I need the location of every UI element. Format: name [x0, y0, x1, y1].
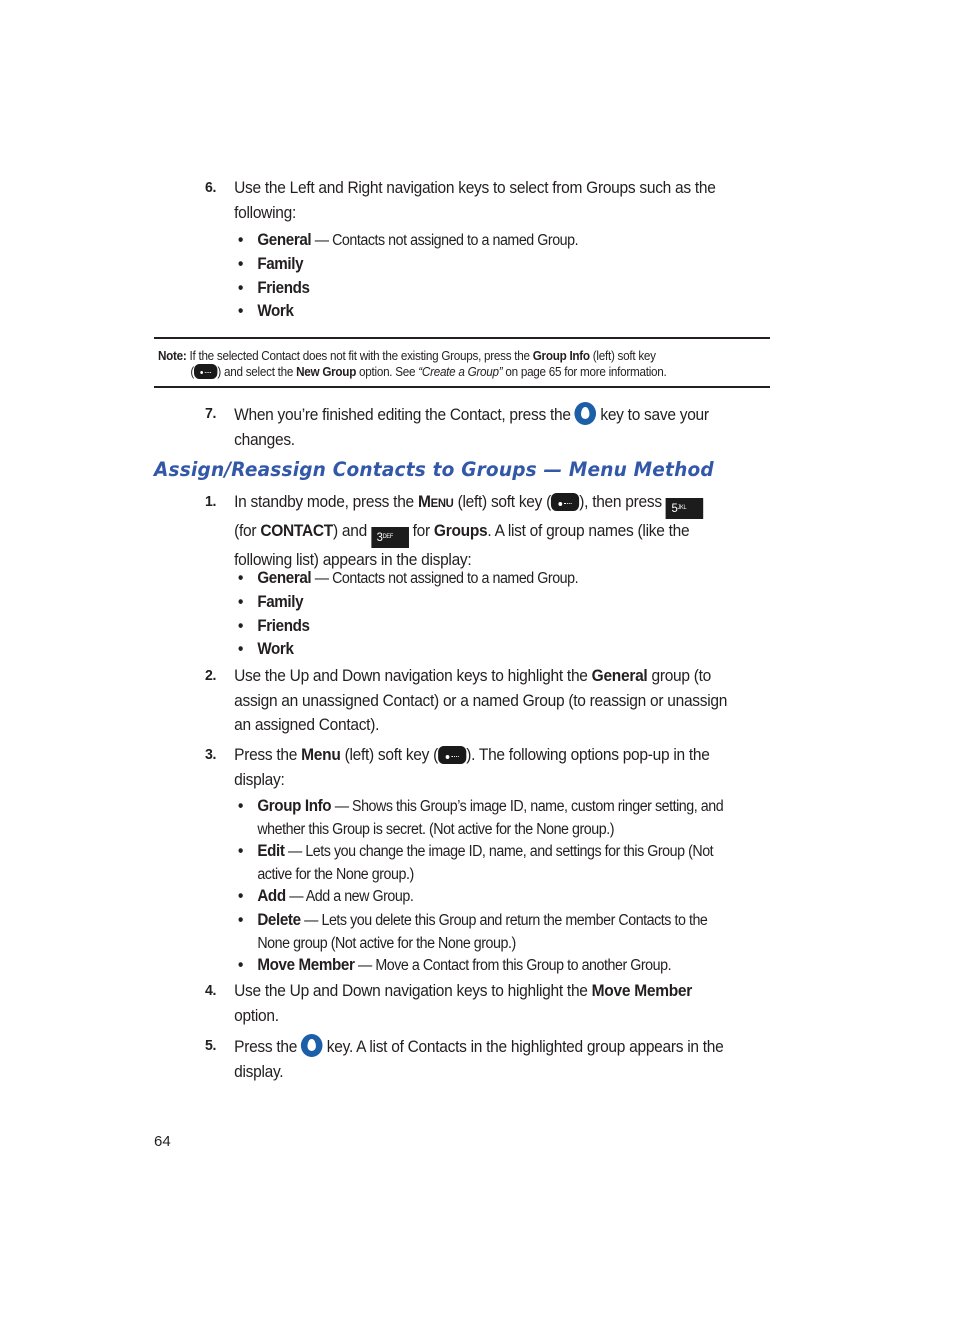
step-text: for — [408, 522, 434, 540]
list-item: • Friends — [238, 617, 310, 635]
step-text: display: — [234, 770, 285, 789]
step-3 — [205, 743, 746, 792]
step-text: display. — [234, 1062, 284, 1081]
bullet-term: Move Member — [257, 956, 355, 974]
list-item: • Group Info — Shows this Group’s image ID, name, custom ringer setting, and whether this Group is secret. (Not active for the None group.) — [238, 797, 724, 838]
bullet-term: Work — [257, 640, 294, 658]
step-number: 2. — [205, 667, 217, 684]
step-number: 6. — [205, 179, 217, 196]
list-item: • Work — [238, 640, 294, 658]
list-item: • Friends — [238, 279, 310, 297]
step-text: (left) soft key ( — [340, 746, 439, 764]
note-text: option. See — [356, 363, 419, 379]
step-text: key to save your — [596, 406, 709, 424]
step-text: . A list of group names (like the — [487, 522, 690, 540]
step-number: 4. — [205, 982, 217, 999]
bullet-desc: — Contacts not assigned to a named Group. — [311, 232, 579, 249]
note-text: ( — [190, 363, 195, 379]
step-text: Use the Up and Down navigation keys to highlight the — [234, 667, 592, 685]
step-text: When you’re finished editing the Contact, press the — [234, 406, 571, 424]
step-text: Menu — [301, 746, 341, 764]
bullet-desc: active for the None group.) — [257, 866, 414, 883]
step-text: Groups — [433, 522, 488, 540]
note-text: New Group — [296, 363, 357, 379]
step-number: 1. — [205, 493, 217, 510]
step-text: Move Member — [591, 982, 692, 1000]
step-text: ), then press — [579, 493, 666, 511]
step-text: Press the — [234, 1038, 302, 1056]
page-number: 64 — [154, 1133, 171, 1150]
step-text: changes. — [234, 430, 295, 449]
step-text: ). The following options pop-up in the — [466, 746, 710, 764]
note-label: Note: — [158, 348, 187, 363]
step-text: following: — [234, 203, 296, 222]
step-text: (left) soft key ( — [453, 493, 552, 511]
note-text: on page 65 for more information. — [502, 363, 667, 379]
step-text: Use the Left and Right navigation keys to select from Groups such as the — [234, 179, 716, 197]
bullet-term: Friends — [257, 617, 310, 635]
step-text: (for — [234, 522, 261, 540]
list-item: • Delete — Lets you delete this Group and return the member Contacts to the None group (Not active for the None group.) — [238, 911, 708, 952]
bullet-desc: whether this Group is secret. (Not active for the None group.) — [257, 821, 615, 838]
step-text: General — [591, 667, 648, 685]
bullet-desc: — Contacts not assigned to a named Group. — [311, 570, 579, 587]
section-heading: Assign/Reassign Contacts to Groups — Menu Method — [154, 458, 714, 481]
ok-key-icon — [575, 402, 597, 425]
bullet-desc: — Move a Contact from this Group to another Group. — [354, 957, 672, 974]
bullet-term: Friends — [257, 279, 310, 297]
soft-key-icon — [194, 364, 217, 379]
step-5 — [205, 1034, 746, 1084]
step-6 — [205, 176, 746, 225]
bullet-desc: — Lets you change the image ID, name, and settings for this Group (Not — [284, 843, 714, 860]
bullet-term: Delete — [257, 911, 301, 929]
ok-key-icon — [301, 1034, 323, 1057]
bullet-term: Edit — [257, 842, 285, 860]
step-text: In standby mode, press the — [234, 493, 418, 511]
bullet-term: General — [257, 231, 312, 249]
bullet-term: Family — [257, 593, 304, 611]
bullet-term: Group Info — [257, 797, 332, 815]
step-text: Press the — [234, 746, 302, 764]
step-text: Use the Up and Down navigation keys to highlight the — [234, 982, 592, 1000]
soft-key-icon — [551, 493, 579, 511]
list-item: • Move Member — Move a Contact from this Group to another Group. — [238, 956, 672, 974]
list-item: • General — Contacts not assigned to a named Group. — [238, 231, 579, 249]
step-text: option. — [234, 1006, 279, 1025]
list-item: • General — Contacts not assigned to a named Group. — [238, 569, 579, 587]
key-3-def-icon: $3^{DEF}$ — [371, 527, 409, 548]
list-item: • Family — [238, 593, 304, 611]
bullet-term: General — [257, 569, 312, 587]
key-5-jkl-icon: $5^{JKL}$ — [666, 498, 704, 519]
list-item: • Add — Add a new Group. — [238, 887, 414, 905]
bullet-desc: — Shows this Group’s image ID, name, custom ringer setting, and — [331, 798, 724, 815]
list-item: • Edit — Lets you change the image ID, name, and settings for this Group (Not active for the None group.) — [238, 842, 714, 883]
step-text: an assigned Contact). — [234, 716, 380, 734]
step-text: ) and — [333, 522, 371, 540]
note-text: ) and select the — [217, 363, 297, 379]
step-number: 5. — [205, 1037, 217, 1054]
list-item: • Family — [238, 255, 304, 273]
note-box — [154, 337, 770, 388]
bullet-term: Family — [257, 255, 304, 273]
step-2 — [205, 664, 746, 738]
bullet-term: Work — [257, 302, 294, 320]
step-text: assign an unassigned Contact) or a named Group (to reassign or unassign — [234, 691, 728, 710]
step-number: 7. — [205, 405, 217, 422]
list-item: • Work — [238, 302, 294, 320]
step-number: 3. — [205, 746, 217, 763]
step-4 — [205, 979, 746, 1028]
note-text: (left) soft key — [589, 348, 656, 363]
note-link: “Create a Group” — [418, 363, 503, 379]
soft-key-icon — [438, 746, 466, 764]
note-text: If the selected Contact does not fit with the existing Groups, press the — [186, 348, 533, 363]
bullet-desc: — Add a new Group. — [285, 888, 414, 905]
bullet-desc: — Lets you delete this Group and return the member Contacts to the — [300, 912, 708, 929]
step-1 — [205, 490, 746, 573]
step-text: Menu — [417, 493, 454, 511]
step-text: group (to — [647, 667, 712, 685]
bullet-term: Add — [257, 887, 286, 905]
step-7 — [205, 402, 746, 452]
step-text: following list) appears in the display: — [234, 551, 472, 569]
step-text: CONTACT — [260, 522, 334, 540]
bullet-desc: None group (Not active for the None group.) — [257, 935, 516, 952]
step-text: key. A list of Contacts in the highlighted group appears in the — [322, 1038, 724, 1056]
note-text: Group Info — [532, 348, 590, 363]
